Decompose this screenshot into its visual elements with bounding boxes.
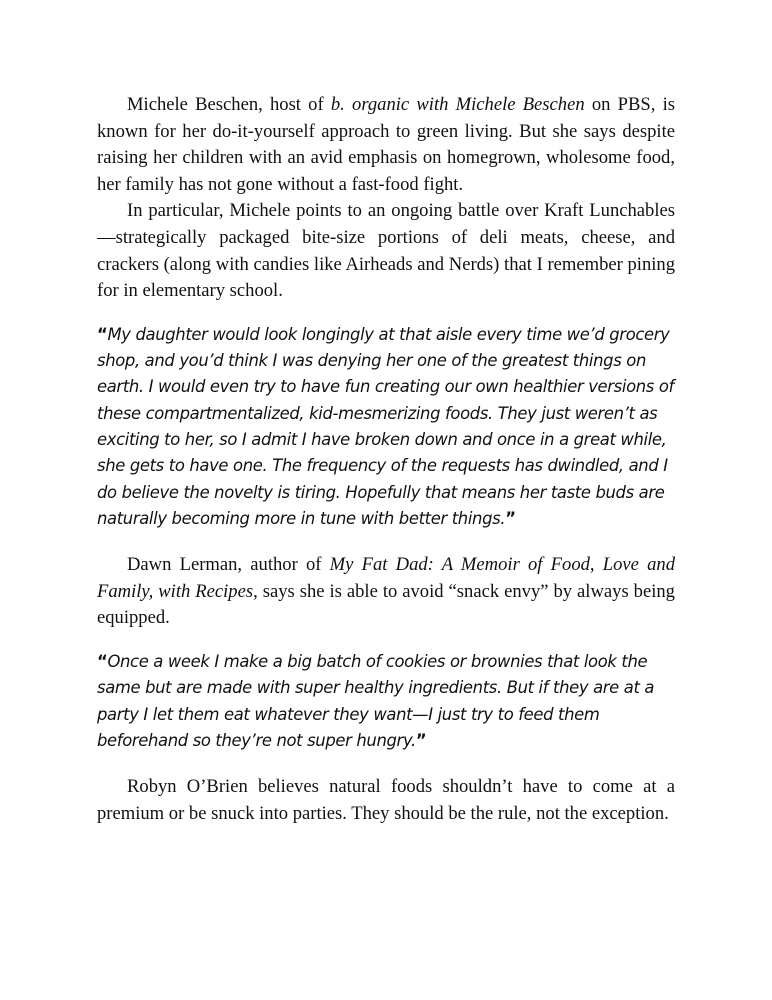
paragraph-michele-intro [97, 92, 675, 198]
close-quote-mark: ” [415, 730, 427, 750]
quote-michele [97, 322, 675, 532]
paragraph-robyn [97, 774, 675, 827]
quote-dawn [97, 649, 675, 754]
quote-text: Once a week I make a big batch of cookies or brownies that look the same but are made with super healthy ingredients. But if they are at a party I let them eat whatever they want—I just try to feed them beforehand so they’re not super hungry. [97, 651, 655, 750]
paragraph-text: In particular, Michele points to an ongoing battle over Kraft Lunchables —strategically packaged bite-size portions of deli meats, cheese, and crackers (along with candies like Airheads and Nerds) that I remember pining for in elementary school. [97, 200, 675, 302]
quote-text: My daughter would look longingly at that aisle every time we’d grocery shop, and you’d think I was denying her one of the greatest things on earth. I would even try to have fun creating our own healthier versions of these compartmentalized, kid-mesmerizing foods. They just weren’t as exciting to her, so I admit I have broken down and once in a great while, she gets to have one. The frequency of the requests has dwindled, and I do believe the novelty is tiring. Hopefully that means her taste buds are naturally becoming more in tune with better things. [97, 324, 674, 528]
paragraph-text: Dawn Lerman, author of [127, 554, 330, 576]
open-quote-mark: “ [97, 651, 108, 671]
close-quote-mark: ” [505, 508, 516, 528]
open-quote-mark: “ [97, 324, 108, 344]
paragraph-text: on PBS, is known for her do-it-yourself approach to green living. But she says despite raising her children with an avid emphasis on homegrown, wholesome food, her family has not gone without a fast-food fight. [97, 94, 675, 195]
paragraph-lunchables [97, 198, 675, 304]
paragraph-text: Robyn O’Brien believes natural foods shouldn’t have to come at a premium or be snuck into parties. They should be the rule, not the exception. [97, 776, 675, 824]
show-title: b. organic with Michele Beschen [330, 94, 585, 115]
paragraph-text: , says she is able to avoid “snack envy” by always being equipped. [97, 580, 675, 629]
paragraph-dawn-intro [97, 552, 675, 632]
book-title: My Fat Dad: A Memoir of Food, Love and Family, with Recipes [97, 554, 675, 602]
paragraph-text: Michele Beschen, host of [127, 94, 331, 115]
document-page [97, 92, 675, 827]
